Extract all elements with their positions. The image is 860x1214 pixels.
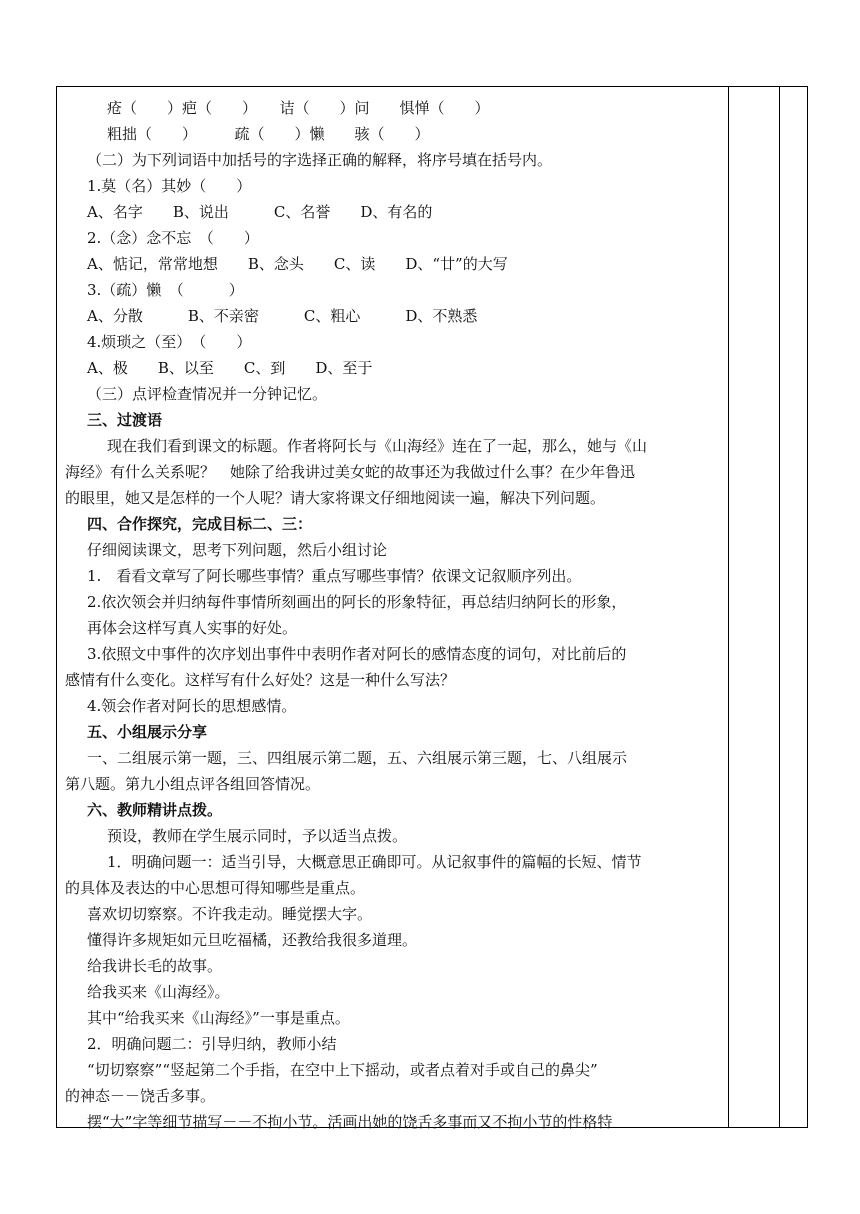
section-3-para-line-2: 海经》有什么关系呢？ 她除了给我讲过美女蛇的故事还为我做过什么事？在少年鲁迅: [65, 463, 636, 481]
question-3: 3.（疏）懒 （ ）: [87, 281, 244, 299]
document-table: [56, 86, 808, 1131]
section-6-point-1-cont: 的具体及表达的中心思想可得知哪些是重点。: [65, 879, 366, 897]
vocab-line-1: 疮（ ）疤（ ） 诘（ ）问 惧惮（ ）: [107, 99, 490, 117]
key-event-note: 其中“给我买来《山海经》”一事是重点。: [87, 1009, 350, 1027]
section-4-item-2-cont: 再体会这样写真人实事的好处。: [87, 619, 298, 637]
column-divider-1: [728, 87, 729, 1127]
section-4-item-2: 2.依次领会并归纳每件事情所刻画出的阿长的形象特征，再总结归纳阿长的形象，: [87, 593, 627, 611]
section-4-intro: 仔细阅读课文，思考下列问题，然后小组讨论: [87, 541, 388, 559]
section-6-intro: 预设，教师在学生展示同时，予以适当点拨。: [107, 827, 408, 845]
section-4-heading: 四、合作探究，完成目标二、三：: [87, 515, 313, 533]
section-4-item-1: 1. 看看文章写了阿长哪些事情？重点写哪些事情？依课文记叙顺序列出。: [87, 567, 582, 585]
question-1: 1.莫（名）其妙（ ）: [87, 177, 252, 195]
section-5-para-line-1: 一、二组展示第一题，三、四组展示第二题，五、六组展示第三题，七、八组展示: [87, 749, 628, 767]
event-3: 给我讲长毛的故事。: [87, 957, 223, 975]
vocab-line-2: 粗拙（ ） 疏（ ）懒 骇（ ）: [107, 125, 430, 143]
question-3-options: A、分散 B、不亲密 C、粗心 D、不熟悉: [87, 307, 478, 325]
question-4: 4.烦琐之（至） （ ）: [87, 333, 252, 351]
question-2-options: A、惦记，常常地想 B、念头 C、读 D、“廿”的大写: [87, 255, 508, 273]
column-divider-2: [779, 87, 780, 1127]
section-6-point-2-line-3: 摆“大”字等细节描写－－不拘小节。活画出她的饶舌多事而又不拘小节的性格特: [87, 1113, 613, 1131]
section-6-point-2-line-2: 的神态－－饶舌多事。: [65, 1087, 216, 1105]
section-4-item-3: 3.依照文中事件的次序划出事件中表明作者对阿长的感情态度的词句，对比前后的: [87, 645, 627, 663]
section-6-point-2: 2．明确问题二：引导归纳，教师小结: [87, 1035, 337, 1053]
section-3-para-line-1: 现在我们看到课文的标题。作者将阿长与《山海经》连在了一起，那么，她与《山: [107, 437, 648, 455]
section-4-item-4: 4.领会作者对阿长的思想感情。: [87, 697, 297, 715]
section-6-heading: 六、教师精讲点拨。: [87, 801, 223, 819]
event-2: 懂得许多规矩如元旦吃福橘，还教给我很多道理。: [87, 931, 418, 949]
section-3-heading: 三、过渡语: [87, 411, 163, 429]
section-3-para-line-3: 的眼里，她又是怎样的一个人呢？请大家将课文仔细地阅读一遍，解决下列问题。: [65, 489, 606, 507]
section-6-point-2-line-1: “切切察察”“竖起第二个手指，在空中上下摇动，或者点着对手或自己的鼻尖”: [87, 1061, 598, 1079]
event-1: 喜欢切切察察。不许我走动。睡觉摆大字。: [87, 905, 373, 923]
section-5-para-line-2: 第八题。第九小组点评各组回答情况。: [65, 775, 321, 793]
section-4-item-3-cont: 感情有什么变化。这样写有什么好处？这是一种什么写法？: [65, 671, 456, 689]
section-6-point-1: 1．明确问题一：适当引导，大概意思正确即可。从记叙事件的篇幅的长短、情节: [107, 853, 642, 871]
question-4-options: A、极 B、以至 C、到 D、至于: [87, 359, 373, 377]
exercise-3-heading: （三）点评检查情况并一分钟记忆。: [87, 385, 328, 403]
lesson-content: [57, 87, 728, 1135]
question-2: 2.（念）念不忘 （ ）: [87, 229, 259, 247]
section-5-heading: 五、小组展示分享: [87, 723, 208, 741]
exercise-2-heading: （二）为下列词语中加括号的字选择正确的解释，将序号填在括号内。: [87, 151, 553, 169]
event-4: 给我买来《山海经》。: [87, 983, 230, 1001]
question-1-options: A、名字 B、说出 C、名誉 D、有名的: [87, 203, 433, 221]
